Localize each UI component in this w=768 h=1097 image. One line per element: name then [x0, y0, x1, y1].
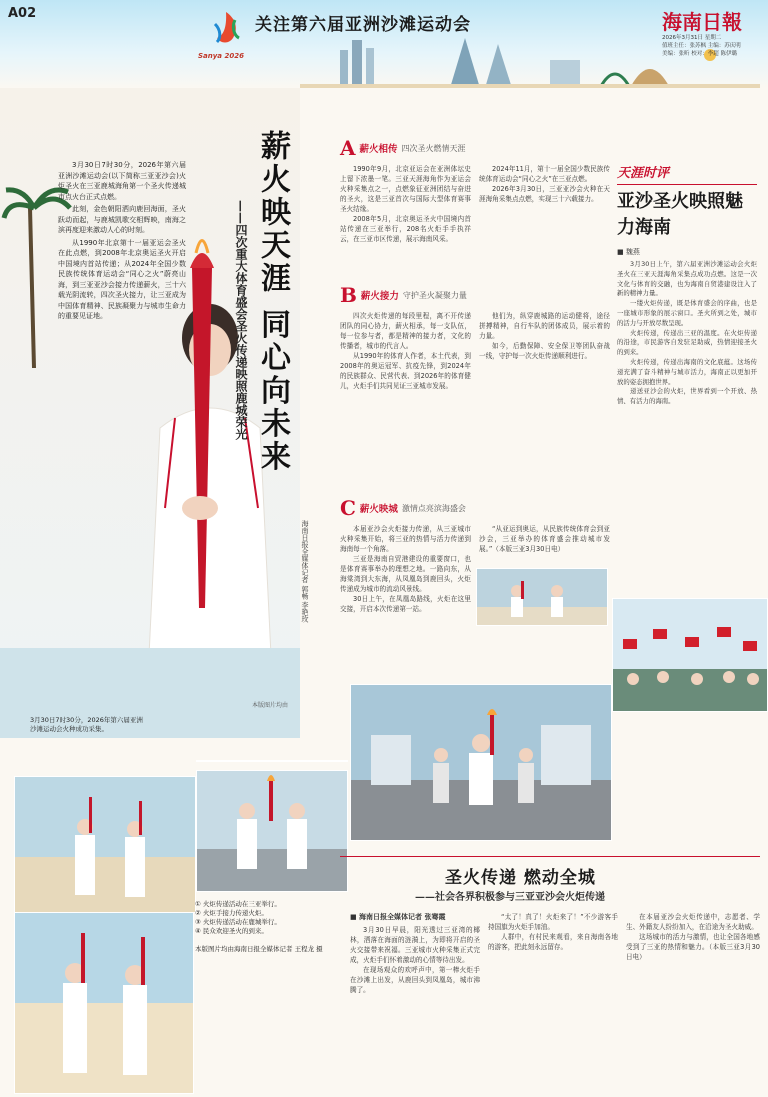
- main-headline: 薪火映天涯 同心向未来: [255, 130, 290, 474]
- photo-credit: 本版图片均由海南日报全媒体记者 王程龙 摄: [195, 945, 323, 953]
- torch-photo-caption: 3月30日7时30分，2026年第六届亚洲沙滩运动会火种成功采集。: [30, 716, 143, 733]
- section-subtitle: 守护圣火凝聚力量: [402, 290, 467, 300]
- body-paragraph: 他们为，纵穿鹿城路的运动健将，途径拼搏精神，自行车队的团体成员，展示着的力量。: [479, 312, 610, 340]
- section-letter: B: [340, 283, 357, 307]
- sub-headline: ——四次重大体育盛会圣火传递映照鹿城荣光: [234, 200, 248, 440]
- commentary-body: [617, 260, 757, 407]
- section-letter: A: [340, 136, 356, 160]
- body-paragraph: 如今，后勤保障、安全保卫等团队奋战一线，守护每一次火炬传递顺利进行。: [479, 342, 610, 360]
- photo-beach-relay: [14, 912, 194, 1094]
- section-title: 薪火相传: [359, 144, 398, 155]
- special-section-title: 关注第六届亚洲沙滩运动会: [255, 15, 471, 35]
- legend-item: ② 火炬手接力传递火炬。: [195, 909, 268, 917]
- photo-relay-street: [350, 684, 612, 841]
- page-number: A02: [8, 6, 37, 21]
- divider: [340, 856, 760, 857]
- body-paragraph: “太了！真了！火炬来了！”不少游客手持国旗为火炬手加油。: [488, 913, 618, 931]
- commentary-headline: 亚沙圣火映照魅力海南: [617, 191, 743, 238]
- bottom-article-subhead: ——社会各界积极参与三亚亚沙会火炬传递: [415, 892, 605, 903]
- bottom-article-col-2: [488, 912, 618, 995]
- body-paragraph: 2008年5月，北京奥运圣火中国境内首站传递在三亚举行，208名火炬手手执祥云，在三亚市区传递，展示海南风采。: [340, 215, 471, 243]
- inline-photo-relay: [476, 568, 608, 626]
- sanya-2026-logo-icon: [205, 8, 247, 50]
- photo-credit-prefix: 本版图片均由: [252, 702, 289, 709]
- bottom-article-headline: 圣火传递 燃动全城: [445, 868, 596, 888]
- lead-paragraph: 从1990年北京第十一届亚运会圣火在此点燃，到2008年北京奥运圣火开启中国境内首站传递；从2024年全国少数民族传统体育运动会“同心之火”蔚亮山海，到三亚亚沙会接力传递薪火，三十六载光阴流转，四次圣火接力，让三亚成为中国体育精神、民族凝聚力与城市生命力的重要见证地。: [58, 238, 186, 320]
- section-b: [340, 283, 610, 391]
- body-paragraph: 1990年9月，北京亚运会在亚洲体坛史上留下浓墨一笔。三亚天涯海角作为亚运会火种采集点之一，点燃象征亚洲团结与奋进的圣火，这是三亚首次与国际大型体育赛事圣火结缘。: [340, 165, 471, 213]
- section-a: [340, 136, 610, 244]
- divider: [617, 184, 757, 185]
- date-line: 2026年3月31日 星期二: [662, 35, 722, 41]
- body-paragraph: 3月30日早晨，阳光透过三亚湾的椰林，洒落在海面的涟漪上，为即将开启的圣火交接带来祝福。三亚城市火种采集正式完成，火炬手们怀着激动的心情等待出发。: [350, 926, 480, 964]
- photo-torch-handover: [196, 770, 348, 892]
- body-paragraph: 递送亚沙会的火炬，世界看到一个开放、热情、有活力的海南。: [617, 387, 757, 406]
- logo-wordmark: Sanya 2026: [198, 52, 244, 60]
- legend-item: ③ 火炬传递活动在鹿城举行。: [195, 918, 281, 926]
- lead-paragraphs: [58, 160, 186, 324]
- newspaper-name: 海南日報: [662, 10, 742, 34]
- body-paragraph: 三亚是海南自贸港建设的重要窗口，也是体育赛事举办的理想之地。一路向东，从海棠湾到大东海，从凤凰岛到鹿回头，火炬传递成为城市的流动风景线。: [340, 555, 471, 593]
- body-paragraph: 2026年3月30日，三亚亚沙会火种在天涯海角采集点点燃，实现三十六载接力。: [479, 185, 610, 203]
- body-paragraph: 这场城市的活力与激情，也让全国各地感受到了三亚的热情和魅力。（本版三亚3月30日电）: [626, 933, 760, 961]
- section-title: 薪火接力: [360, 291, 399, 302]
- section-b-col-1: [340, 311, 471, 391]
- body-paragraph: 四次火炬传递的每段里程，离不开传递团队的同心协力，薪火相承，每一支队伍，每一位参与者，都是精神的接力者，文化的传播者，城市的代言人。: [340, 312, 471, 350]
- photo-legend: [195, 900, 345, 936]
- body-paragraph: 火炬传递，传递出海南的文化底蕴。这场传递充满了奋斗精神与城市活力，海南正以更加开放的姿态拥抱世界。: [617, 357, 757, 386]
- section-c-header: [340, 496, 610, 520]
- bottom-article-byline: ■ 海南日报全媒体记者 张骞霞: [350, 913, 446, 921]
- body-paragraph: 本届亚沙会火炬接力传递，从三亚城市火种采集开始，将三亚的热情与活力传递到海南每一个角落。: [340, 525, 471, 553]
- section-a-header: [340, 136, 610, 160]
- commentary-author: ■ 魏燕: [617, 248, 640, 256]
- masthead: [0, 0, 768, 88]
- paper-meta: [662, 34, 762, 58]
- bottom-article-col-3: [626, 912, 760, 995]
- photo-placeholder: [196, 760, 348, 762]
- article-byline: 海南日报全媒体记者 郭畅 李艳玫: [301, 520, 309, 623]
- body-paragraph: 在现场观众的欢呼声中，第一棒火炬手在沙滩上出发，从鹿回头到凤凰岛，城市沸腾了。: [350, 966, 480, 994]
- body-paragraph: 30日上午，在凤凰岛路线，火炬在这里交接，开启本次传递第一站。: [340, 595, 471, 613]
- editors-line: 值班主任：张苏枫 主编：苏庆明: [662, 43, 741, 49]
- editors-line-2: 美编：张昕 校对：李超 陈伊璐: [662, 51, 737, 57]
- section-a-col-1: [340, 164, 471, 244]
- lead-paragraph: 3月30日7时30分，2026年第六届亚洲沙滩运动会(以下简称三亚亚沙会)火炬圣火在三亚鹿城海角第一个圣火传递城市点火台正式点燃。: [58, 161, 186, 201]
- body-paragraph: 火炬传递，传递出三亚的温度。在火炬传递的沿途，市民游客自发驻足助威，热情迎接圣火的到来。: [617, 328, 757, 357]
- body-paragraph: 一缕火炬传递，既是体育盛会的序曲，也是一座城市形象的展示窗口。圣火所到之处，城市的活力与开放尽数呈现。: [617, 299, 757, 327]
- section-a-col-2: [479, 164, 610, 244]
- section-b-col-2: [479, 311, 610, 391]
- body-paragraph: “从亚运到奥运，从民族传统体育会到亚沙会，三亚举办的体育盛会推动城市发展。”（本版三亚3月30日电）: [479, 525, 610, 553]
- photo-beach-torchbearers: [14, 776, 196, 913]
- body-paragraph: 人群中，有村民来观看，来自海南各地的游客，把此刻永远留存。: [488, 933, 618, 951]
- photo-crowd-flags: [612, 598, 768, 712]
- section-subtitle: 四次圣火燃情天涯: [401, 143, 466, 153]
- body-paragraph: 从1990年的体育人作者，本土代表，到2008年的奥运冠军、抗疫先锋，到2024年的民族群众、民营代表、到2026年的体育健儿，火炬手们共同见证三亚城市发展。: [340, 352, 471, 390]
- section-title: 薪火映城: [359, 504, 398, 515]
- body-paragraph: 2024年11月，第十一届全国少数民族传统体育运动会“同心之火”在三亚点燃。: [479, 165, 610, 183]
- legend-item: ① 火炬传递活动在三亚举行。: [195, 900, 281, 908]
- section-letter: C: [340, 496, 356, 520]
- body-paragraph: 在本届亚沙会火炬传递中，志愿者、学生、外籍友人纷纷加入，在沿途为圣火助威。: [626, 913, 760, 931]
- headline-block: [230, 130, 292, 550]
- lead-paragraph: 此刻，金色朝阳洒向鹿回海面，圣火跃动而起，与鹿城凯歌交相辉映，南海之滨再度迎来激动人心的时刻。: [58, 205, 186, 234]
- section-subtitle: 激情点亮滨海盛会: [401, 503, 466, 513]
- section-c-col-1: [340, 524, 471, 614]
- bottom-article-col-1: [350, 912, 480, 995]
- commentary-column: [617, 162, 757, 407]
- body-paragraph: 3月30日上午，第六届亚洲沙滩运动会火炬圣火在三亚天涯海角采集点成功点燃。这是一次文化与体育的交融，也为海南自贸港建设注入了新的精神力量。: [617, 260, 757, 298]
- bottom-article-body: [350, 912, 760, 995]
- commentary-badge: 天涯时评: [617, 166, 670, 181]
- legend-item: ④ 民众欢迎圣火的到来。: [195, 927, 268, 935]
- section-b-header: [340, 283, 610, 307]
